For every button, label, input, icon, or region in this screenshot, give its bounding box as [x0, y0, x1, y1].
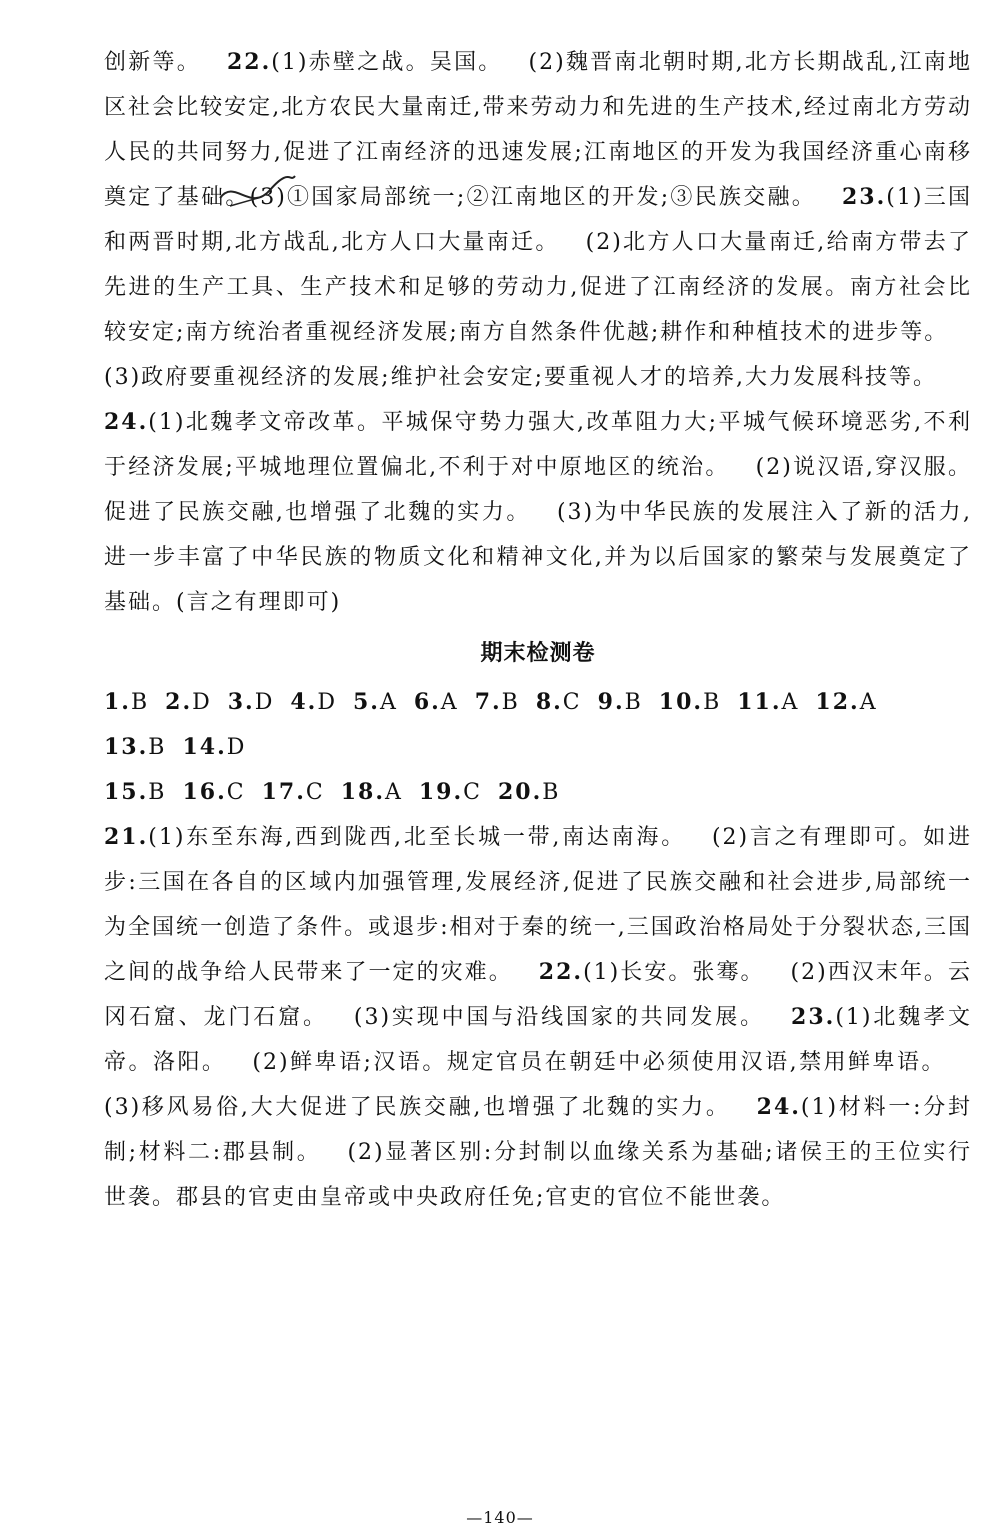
answer-text: (1)北魏孝文帝。洛阳。 [104, 1005, 972, 1075]
mc-number: 2. [165, 689, 193, 715]
mc-number: 11. [737, 689, 782, 715]
answer-text: (1)三国和两晋时期,北方战乱,北方人口大量南迁。 [104, 185, 972, 255]
watermark-logo [792, 1442, 982, 1527]
mc-choice: D [254, 690, 275, 715]
mc-answer [228, 680, 275, 725]
mc-answer [659, 680, 721, 725]
question-number: 24. [104, 409, 149, 435]
answer-text: (3)政府要重视经济的发展;维护社会安定;要重视人才的培养,大力发展科技等。 [104, 365, 937, 390]
answer-block-2 [104, 355, 972, 400]
mc-choice: B [542, 780, 561, 805]
mc-choice: C [562, 690, 582, 715]
mc-number: 3. [227, 689, 255, 715]
mc-choice: A [781, 690, 800, 715]
mc-number: 15. [104, 779, 149, 805]
mc-choice: B [148, 735, 167, 760]
question-number: 22. [538, 959, 584, 985]
mc-answer [498, 770, 560, 815]
mc-choice: D [192, 690, 212, 715]
mc-choice: C [305, 780, 325, 805]
mc-answer [104, 770, 166, 815]
mc-number: 7. [474, 689, 502, 715]
mc-answer [290, 680, 337, 725]
mc-answer [419, 770, 482, 815]
answer-block-4 [104, 815, 972, 1220]
mc-answer [475, 680, 520, 725]
mc-choice: B [703, 690, 722, 715]
mc-answer [737, 680, 799, 725]
mc-answer [262, 770, 325, 815]
answer-text: (1)东至东海,西到陇西,北至长城一带,南达南海。 [148, 825, 686, 850]
answer-text: (2)西汉末年。云冈石窟、龙门石窟。 [104, 960, 972, 1030]
mc-number: 20. [498, 779, 543, 805]
question-number: 21. [104, 824, 149, 850]
page-number: —140— [466, 1508, 534, 1527]
mc-choice: B [130, 690, 150, 715]
mc-answer [414, 680, 459, 725]
section-title: 期末检测卷 [480, 640, 596, 666]
mc-number: 16. [182, 779, 227, 805]
mc-choice: C [463, 780, 482, 805]
mc-answers-row-2 [104, 770, 972, 815]
mc-choice: B [624, 690, 643, 715]
mc-number: 4. [290, 689, 318, 715]
answer-text: (3)实现中国与沿线国家的共同发展。 [353, 1005, 766, 1030]
mc-answers-row-1 [104, 680, 972, 770]
answer-text: (1)材料一:分封制;材料二:郡县制。 [104, 1095, 972, 1165]
mc-number: 13. [104, 734, 149, 760]
answer-text: (3)移风易俗,大大促进了民族交融,也增强了北魏的实力。 [104, 1095, 731, 1120]
answer-text: (1)北魏孝文帝改革。平城保守势力强大,改革阻力大;平城气候环境恶劣,不利于经济发展;平城地理位置偏北,不利于对中原地区的统治。 [104, 410, 972, 480]
mc-number: 6. [413, 689, 441, 715]
mc-choice: A [384, 780, 403, 805]
answer-text: (2)言之有理即可。如进步:三国在各自的区域内加强管理,发展经济,促进了民族交融和社会进步,局部统一为全国统一创造了条件。或退步:相对于秦的统一,三国政治格局处于分裂状态,三国之间的战争给人民带来了一定的灾难。 [104, 825, 972, 985]
answer-text: (2)魏晋南北朝时期,北方长期战乱,江南地区社会比较安定,北方农民大量南迁,带来劳动力和先进的生产技术,经过南北方劳动人民的共同努力,促进了江南经济的迅速发展;江南地区的开发为我国经济重心南移奠定了基础。 [104, 50, 972, 210]
mc-number: 10. [658, 689, 704, 715]
mc-answer [353, 680, 398, 725]
answer-text: (1)赤壁之战。吴国。 [271, 50, 503, 75]
answer-text: (2)显著区别:分封制以血缘关系为基础;诸侯王的王位实行世袭。郡县的官吏由皇帝或中央政府任免;官吏的官位不能世袭。 [104, 1140, 972, 1210]
question-number: 22. [226, 49, 272, 75]
mc-answer [182, 770, 245, 815]
handwriting-scribble [210, 168, 300, 228]
mc-choice: A [379, 690, 398, 715]
mc-choice: D [317, 690, 337, 715]
answer-text: (2)说汉语,穿汉服。促进了民族交融,也增强了北魏的实力。 [104, 455, 972, 525]
answer-text: (3)①国家局部统一;②江南地区的开发;③民族交融。 [249, 185, 816, 210]
mc-choice: C [226, 780, 246, 805]
answer-text: (1)长安。张骞。 [583, 960, 765, 985]
mc-number: 14. [182, 734, 227, 760]
mc-answer [165, 680, 212, 725]
mc-choice: D [226, 735, 247, 760]
answer-text: (2)鲜卑语;汉语。规定官员在朝廷中必须使用汉语,禁用鲜卑语。 [252, 1050, 946, 1075]
mc-choice: B [148, 780, 167, 805]
answer-text: 创新等。 [104, 50, 201, 75]
mc-number: 8. [535, 689, 563, 715]
mc-number: 19. [418, 779, 464, 805]
answer-text: (2)北方人口大量南迁,给南方带去了先进的生产工具、生产技术和足够的劳动力,促进了江南经济的发展。南方社会比较安定;南方统治者重视经济发展;南方自然条件优越;耕作和种植技术的进步等。 [104, 230, 972, 345]
question-number: 23. [791, 1004, 836, 1030]
mc-answer [815, 680, 877, 725]
mc-number: 5. [352, 689, 380, 715]
mc-answer [104, 725, 166, 770]
mc-number: 1. [104, 689, 131, 715]
mc-answer [104, 680, 149, 725]
mc-choice: B [501, 690, 520, 715]
mc-answer [341, 770, 403, 815]
mc-number: 18. [340, 779, 385, 805]
mc-choice: A [440, 690, 459, 715]
answer-block-3 [104, 400, 972, 625]
mc-answer [598, 680, 643, 725]
mc-choice: A [859, 690, 878, 715]
mc-number: 17. [261, 779, 306, 805]
question-number: 24. [756, 1094, 801, 1120]
mc-number: 12. [815, 689, 860, 715]
answer-text: (3)为中华民族的发展注入了新的活力,进一步丰富了中华民族的物质文化和精神文化,并为以后国家的繁荣与发展奠定了基础。(言之有理即可) [104, 500, 972, 615]
mc-answer [182, 725, 246, 770]
mc-number: 9. [597, 689, 625, 715]
mc-answer [536, 680, 582, 725]
question-number: 23. [842, 184, 887, 210]
